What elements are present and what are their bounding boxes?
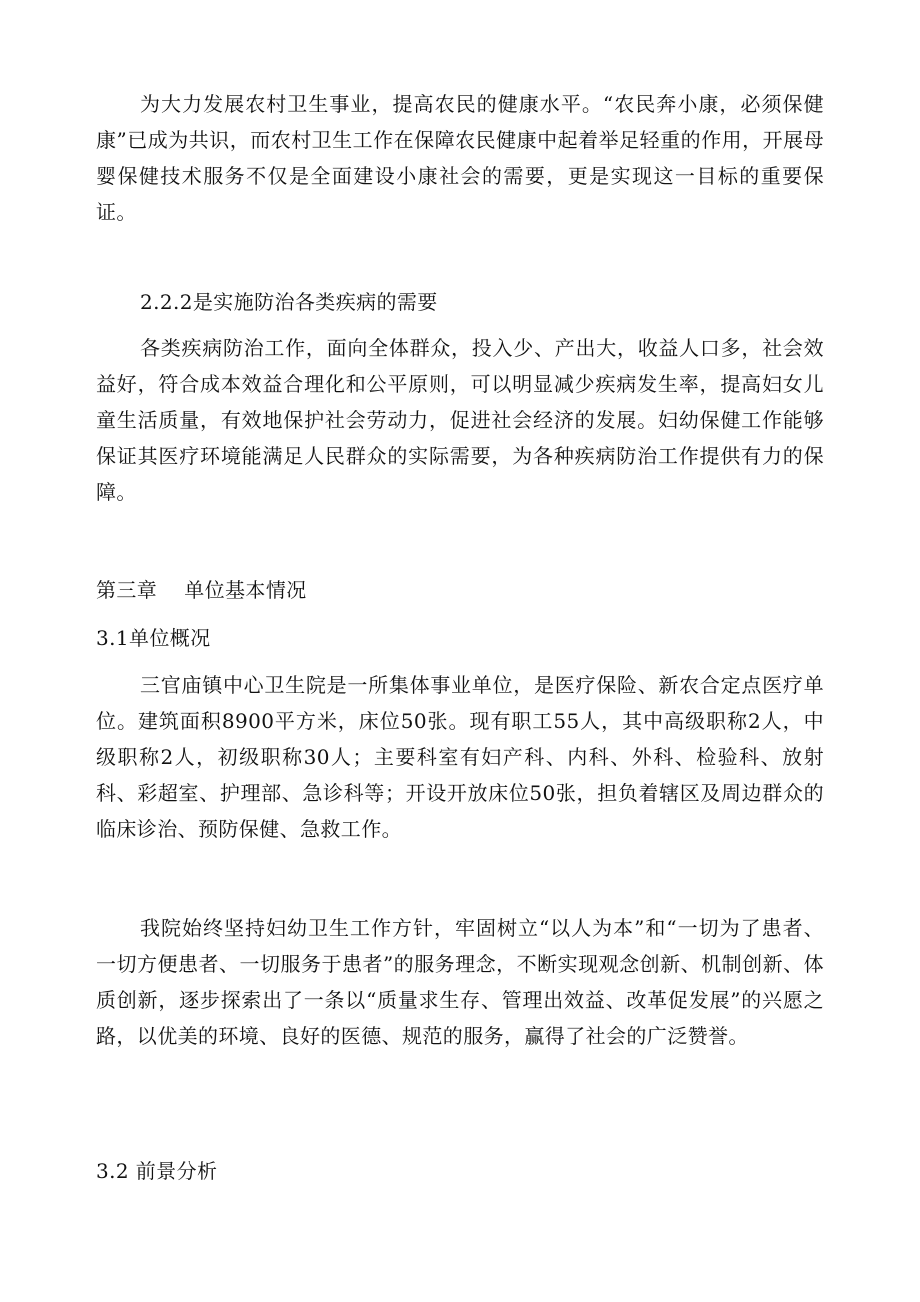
section-heading-3-1: 3.1单位概况 xyxy=(96,626,211,650)
section-heading-2-2-2: 2.2.2是实施防治各类疾病的需要 xyxy=(140,290,438,314)
paragraph-hospital-philosophy: 我院始终坚持妇幼卫生工作方针，牢固树立“以人为本”和“一切为了患者、一切方便患者、一切服务于患者”的服务理念，不断实现观念创新、机制创新、体质创新，逐步探索出了一条以“质量求生存、管理出效益、改革促发展”的兴愿之路，以优美的环境、良好的医德、规范的服务，赢得了社会的广泛赞誉。 xyxy=(96,916,824,1048)
paragraph-rural-health: 为大力发展农村卫生事业，提高农民的健康水平。“农民奔小康，必须保健康”已成为共识，而农村卫生工作在保障农民健康中起着举足轻重的作用，开展母婴保健技术服务不仅是全面建设小康社会的需要，更是实现这一目标的重要保证。 xyxy=(96,92,824,224)
paragraph-unit-overview: 三官庙镇中心卫生院是一所集体事业单位，是医疗保险、新农合定点医疗单位。建筑面积8900平方米，床位50张。现有职工55人，其中高级职称2人，中级职称2人，初级职称30人；主要科室有妇产科、内科、外科、检验科、放射科、彩超室、护理部、急诊科等；开设开放床位50张，担负着辖区及周边群众的临床诊治、预防保健、急救工作。 xyxy=(96,673,824,841)
paragraph-disease-prevention: 各类疾病防治工作，面向全体群众，投入少、产出大，收益人口多，社会效益好，符合成本效益合理化和公平原则，可以明显减少疾病发生率，提高妇女儿童生活质量，有效地保护社会劳动力，促进社会经济的发展。妇幼保健工作能够保证其医疗环境能满足人民群众的实际需要，为各种疾病防治工作提供有力的保障。 xyxy=(96,336,824,504)
chapter-title-3: 第三章 单位基本情况 xyxy=(96,578,307,602)
section-heading-3-2: 3.2 前景分析 xyxy=(96,1159,218,1183)
